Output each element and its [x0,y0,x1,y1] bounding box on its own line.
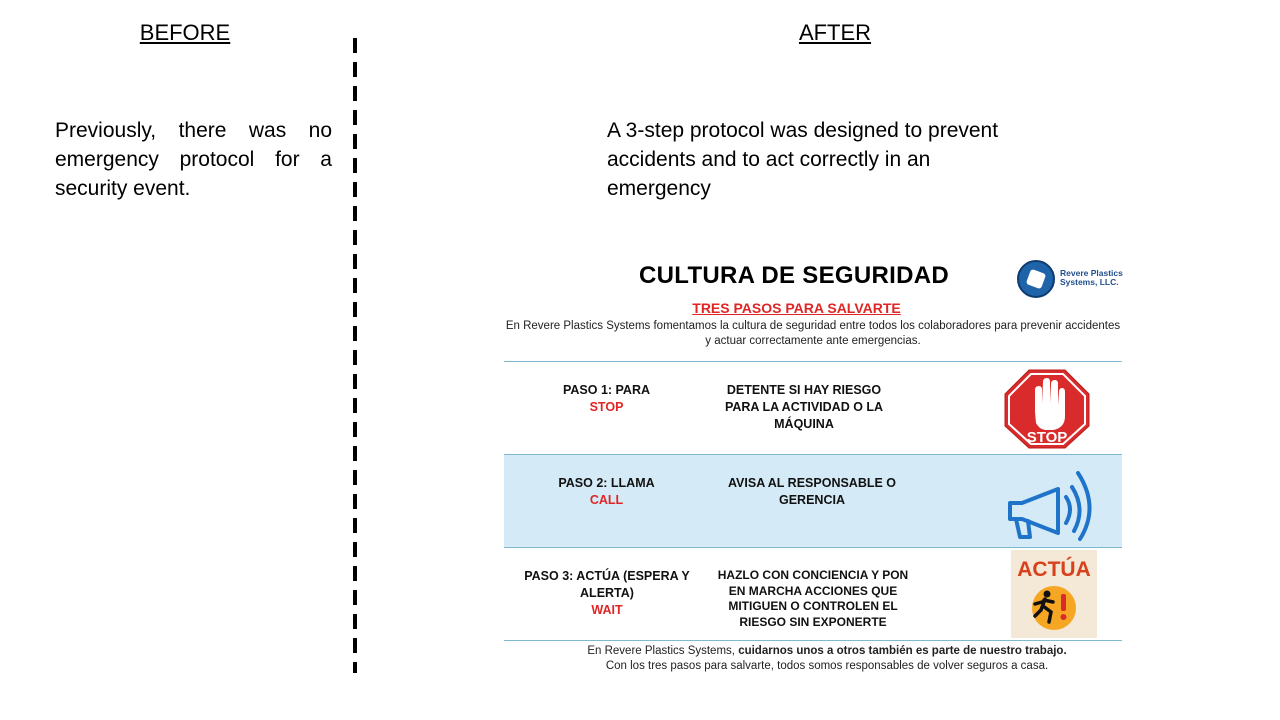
step-3-english: WAIT [591,603,623,617]
poster-footer [504,644,1150,674]
step-3-label [518,568,696,619]
step-row-1 [504,362,1122,454]
footer-bold: cuidarnos unos a otros también es parte de nuestro trabajo. [738,645,1067,657]
before-heading: BEFORE [139,20,231,45]
running-person-alert-icon [1011,550,1097,638]
step-1-label [544,382,669,416]
after-heading: AFTER [798,20,872,45]
step-2-title: PASO 2: LLAMA [558,476,655,490]
logo-emblem-icon [1017,260,1055,298]
stop-sign-text: STOP [1026,429,1068,446]
step-1-description: DETENTE SI HAY RIESGO PARA LA ACTIVIDAD O LA MÁQUINA [724,383,884,431]
step-3-title: PASO 3: ACTÚA (ESPERA Y ALERTA) [524,569,690,600]
before-description: Previously, there was no emergency protocol for a security event. [55,119,332,200]
poster-subtitle: TRES PASOS PARA SALVARTE [692,300,901,316]
footer-line-2: Con los tres pasos para salvarte, todos somos responsables de volver seguros a casa. [605,660,1049,672]
step-1-title: PASO 1: PARA [562,383,651,397]
after-description: A 3-step protocol was designed to prevent accidents and to act correctly in an emergency [607,119,999,200]
logo-text: Revere Plastics Systems, LLC. [1060,268,1123,287]
step-row-2 [504,455,1122,547]
step-3-description: HAZLO CON CONCIENCIA Y PON EN MARCHA ACCIONES QUE MITIGUEN O CONTROLEN EL RIESGO SIN EXPONERTE [717,568,909,629]
step-row-3 [504,548,1122,640]
footer-prefix: En Revere Plastics Systems, [587,645,735,657]
company-logo [1017,258,1127,300]
step-2-label [544,475,669,509]
step-1-english: STOP [589,400,624,414]
dashed-divider [353,38,357,673]
divider-line [504,640,1122,641]
megaphone-icon [1002,459,1098,543]
poster-title: CULTURA DE SEGURIDAD [639,262,949,289]
step-2-description: AVISA AL RESPONSABLE O GERENCIA [727,476,897,507]
stop-sign-icon [1001,368,1093,450]
actua-text: ACTÚA [1017,558,1091,581]
safety-poster [504,250,1122,680]
step-2-english: CALL [589,493,624,507]
poster-intro: En Revere Plastics Systems fomentamos la cultura de seguridad entre todos los colaboradores para prevenir accidentes y actuar correctamente ante emergencias. [505,320,1121,347]
